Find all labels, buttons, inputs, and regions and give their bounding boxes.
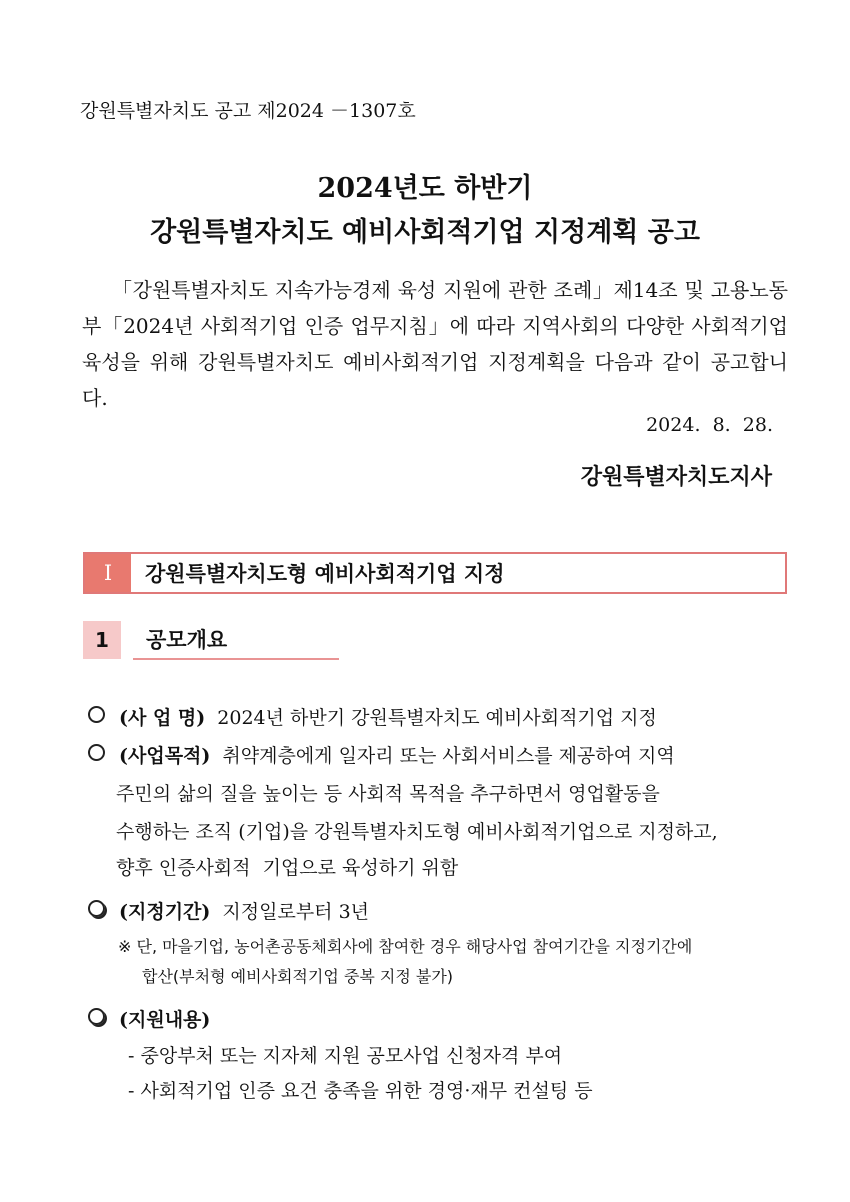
- support-bullet-2: - 사회적기업 인증 요건 충족을 위한 경영·재무 컨설팅 등: [128, 1080, 593, 1102]
- purpose-line-3: 수행하는 조직 (기업)을 강원특별자치도형 예비사회적기업으로 지정하고,: [116, 821, 718, 843]
- period-note-cont: 합산(부처형 예비사회적기업 중복 지정 불가): [142, 967, 454, 986]
- purpose-line-2: 주민의 삶의 질을 높이는 등 사회적 목적을 추구하면서 영업활동을: [116, 783, 660, 805]
- notice-date: 2024. 8. 28.: [646, 414, 773, 436]
- intro-paragraph: 「강원특별자치도 지속가능경제 육성 지원에 관한 조례」제14조 및 고용노동부「2024년 사회적기업 인증 업무지침」에 따라 지역사회의 다양한 사회적기업 육성을 위해 강원특별자치도 예비사회적기업 지정계획을 다음과 같이 공고합니다.: [82, 278, 788, 410]
- item-support: [88, 1005, 222, 1032]
- circle-bullet-icon: [88, 744, 105, 761]
- title-line-2: 강원특별자치도 예비사회적기업 지정계획 공고: [150, 217, 700, 248]
- notice-number: 강원특별자치도 공고 제2024 －1307호: [80, 100, 416, 122]
- item-label: (사업목적): [119, 745, 211, 767]
- item-text: 취약계층에게 일자리 또는 사회서비스를 제공하여 지역: [222, 745, 675, 767]
- item-text: 2024년 하반기 강원특별자치도 예비사회적기업 지정: [217, 707, 657, 729]
- period-note: ※ 단, 마을기업, 농어촌공동체회사에 참여한 경우 해당사업 참여기간을 지정기간에: [118, 937, 693, 956]
- item-business-name: [88, 703, 657, 730]
- subsection-title: 공모개요: [146, 628, 228, 652]
- circle-bullet-icon: [88, 706, 105, 723]
- support-bullet-1: - 중앙부처 또는 지자체 지원 공모사업 신청자격 부여: [128, 1045, 563, 1067]
- item-text: 지정일로부터 3년: [222, 901, 370, 923]
- item-period: [88, 897, 369, 924]
- signer: 강원특별자치도지사: [580, 464, 772, 490]
- subsection-number: 1: [83, 621, 121, 659]
- item-label: (지정기간): [119, 901, 211, 923]
- subsection-underline: [133, 658, 339, 660]
- circle-bullet-icon: [88, 1008, 105, 1025]
- item-purpose: [88, 741, 675, 768]
- purpose-line-4: 향후 인증사회적 기업으로 육성하기 위함: [116, 857, 459, 879]
- item-label: (지원내용): [119, 1009, 211, 1031]
- title-line-1: 2024년도 하반기: [317, 173, 533, 204]
- circle-bullet-icon: [88, 900, 105, 917]
- section-number: Ⅰ: [85, 554, 131, 592]
- section-title: 강원특별자치도형 예비사회적기업 지정: [145, 561, 505, 586]
- section-header: [83, 552, 787, 594]
- item-label: (사 업 명): [119, 707, 206, 729]
